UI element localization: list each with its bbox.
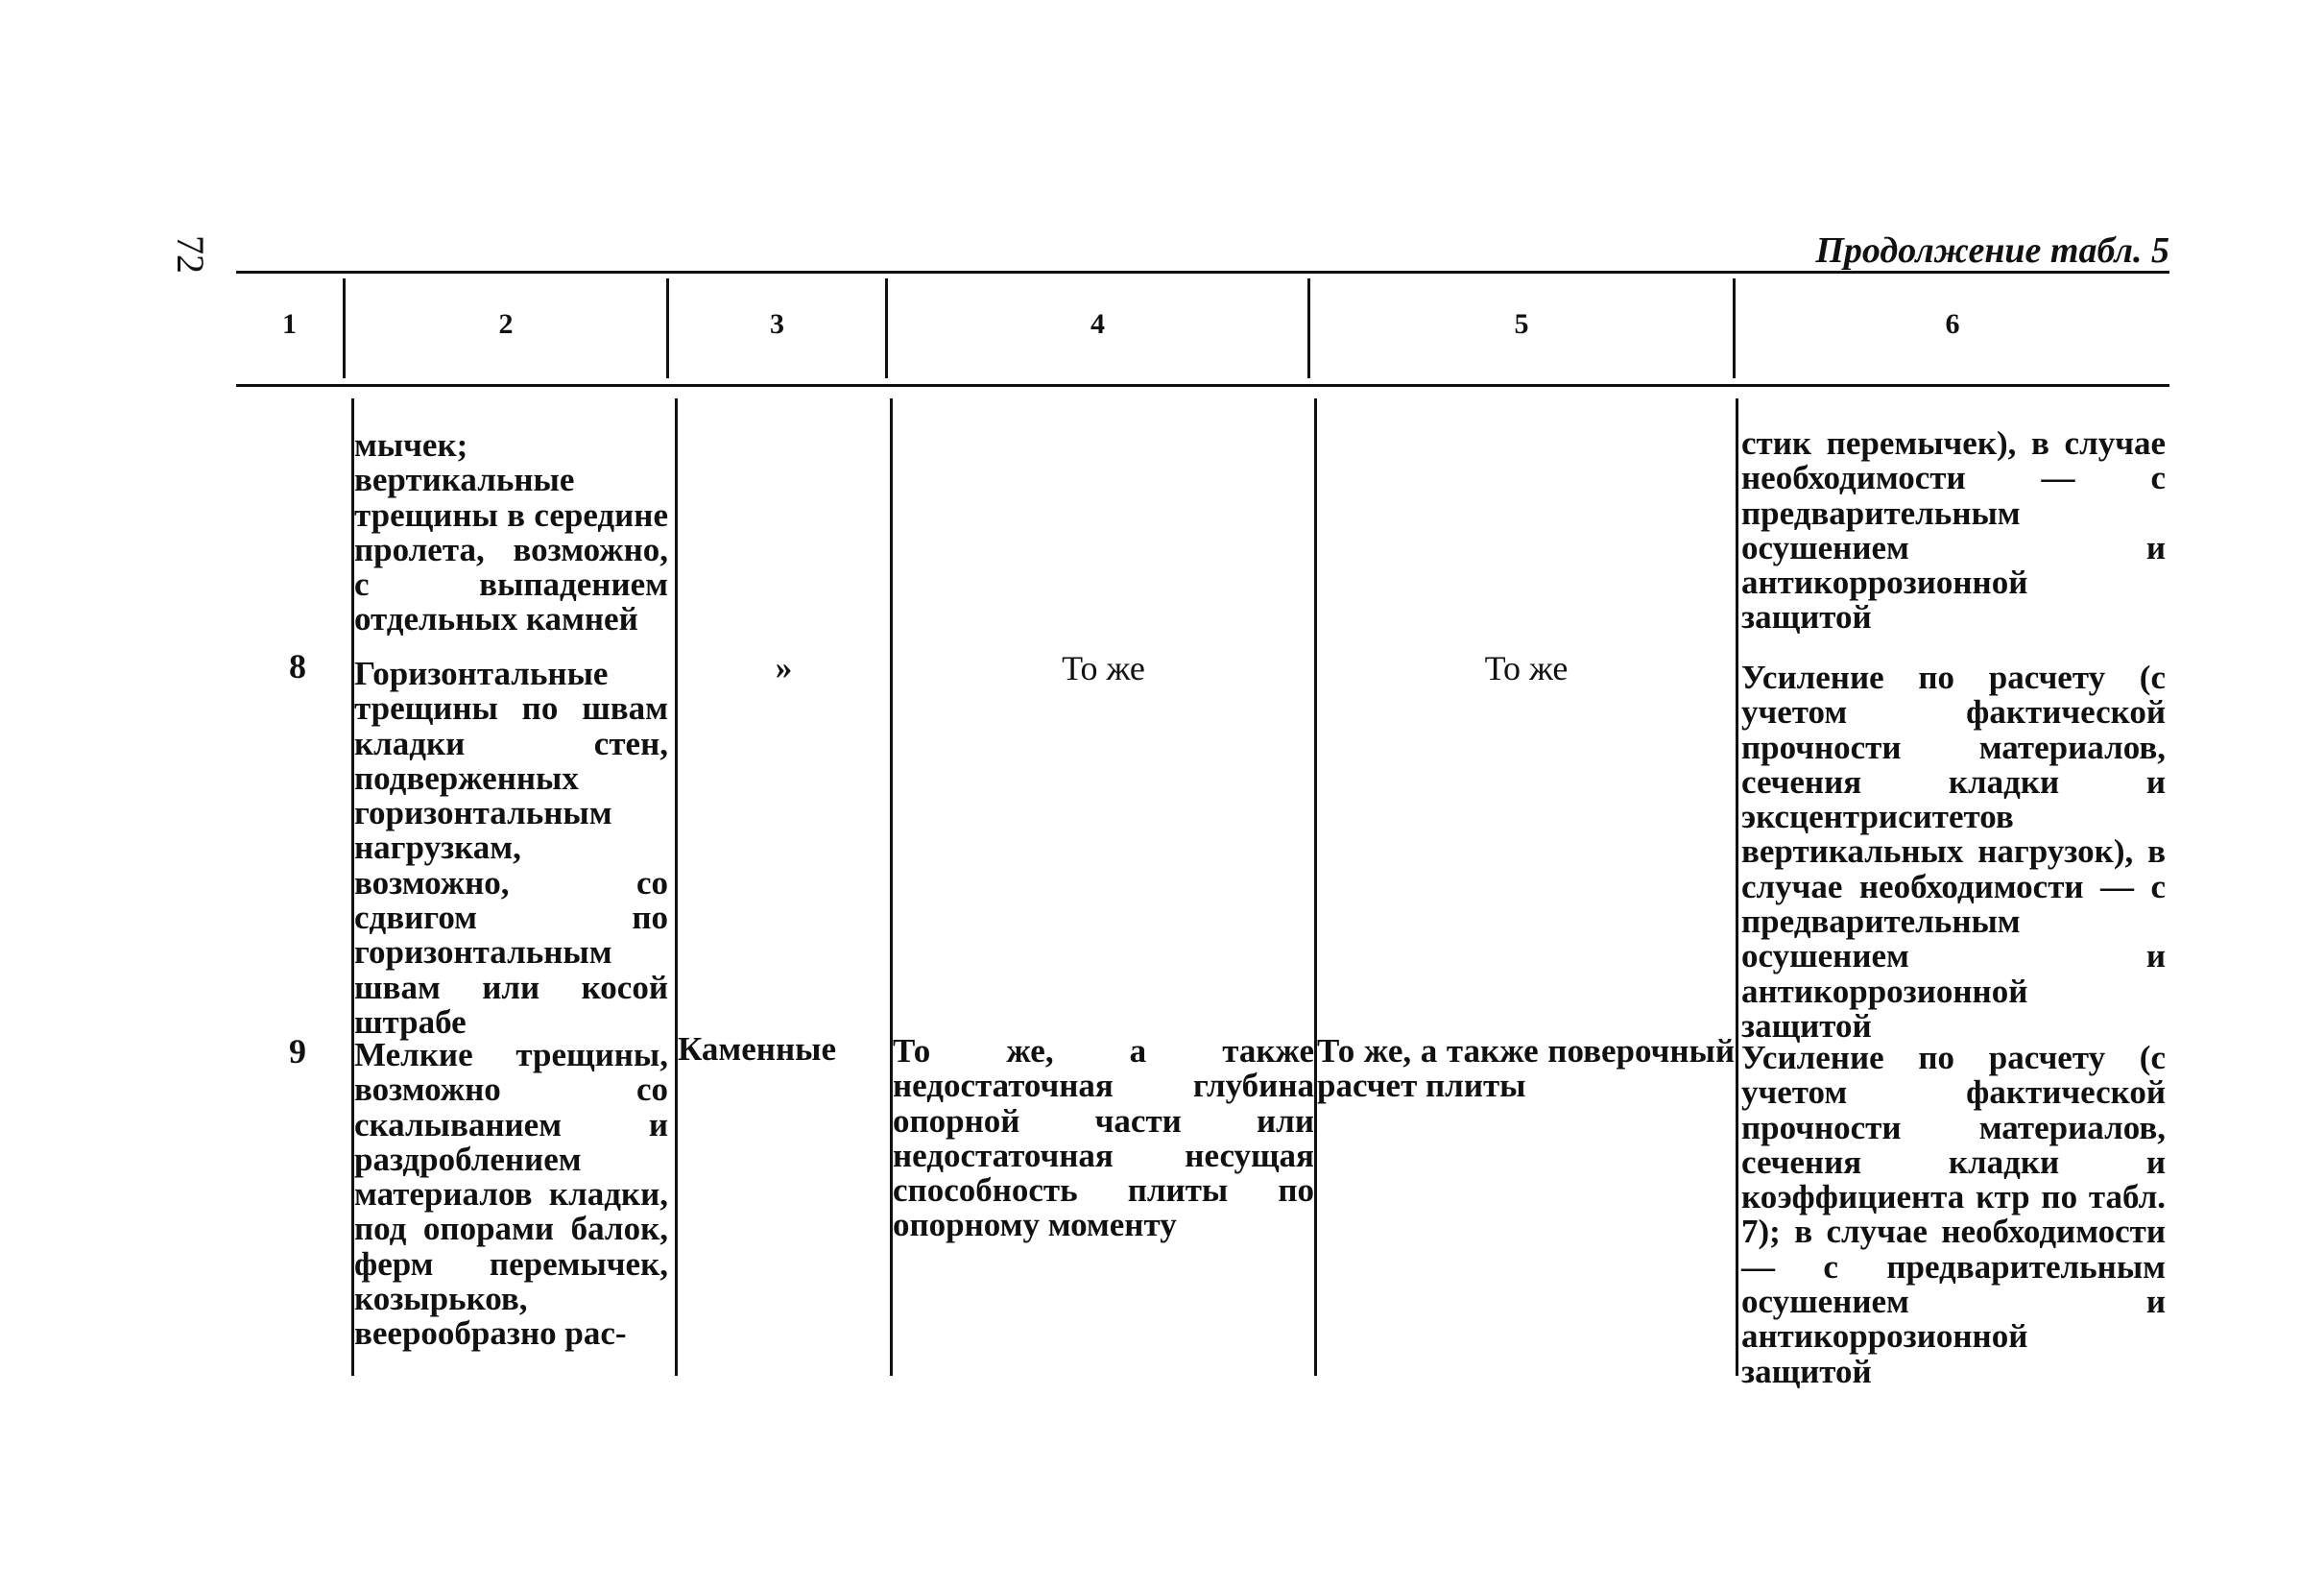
row-number: 9 [289,1032,306,1071]
column-header-4: 4 [1090,308,1105,340]
material-cell: Каменные [678,1030,836,1068]
continued-remedy-cell: стик перемычек), в случае необходимости — с предварительным осушением и антикоррозионной защитой [1741,424,2166,637]
table-header-rule [236,384,2169,387]
column-header-2: 2 [498,308,514,340]
column-header-3: 3 [770,308,784,340]
defect-description-cell: Мелкие трещины, возможно со скалыванием и раздроблением материалов кладки, под опорами балок, ферм перемычек, козырьков, веерообразно рас- [354,1036,668,1353]
check-cell: То же [1484,649,1569,687]
page-number: 72 [169,235,212,274]
check-cell: То же, а также поверочный расчет плиты [1317,1032,1735,1105]
remedy-cell: Усиление по расчету (с учетом фактической прочности материалов, сечения кладки и эксцентриситетов вертикальных нагрузок), в случае необходимости — с предварительным осушением и антикоррозионной защитой [1741,659,2166,1045]
cause-cell: То же [1062,649,1145,687]
defect-description-cell: Горизонтальные трещины по швам кладки стен, подверженных горизонтальным нагрузкам, возможно, со сдвигом по горизонтальным швам или косой штрабе [354,655,668,1041]
continued-description-cell: мычек; вертикальные трещины в середине пролета, возможно, с выпадением отдельных камней [354,426,668,638]
material-cell: » [775,649,793,686]
table-top-rule [236,271,2169,274]
table-caption: Продолжение табл. 5 [1815,230,2169,271]
cause-cell: То же, а также недостаточная глубина опорной части или недостаточная несущая способность плиты по опорному моменту [893,1032,1314,1244]
body-divider-2 [675,398,678,1376]
row-number: 8 [289,647,306,686]
body-divider-5 [1736,398,1738,1376]
column-header-5: 5 [1514,308,1529,340]
body-divider-4 [1314,398,1317,1376]
remedy-cell: Усиление по расчету (с учетом фактической прочности материалов, сечения кладки и коэффициента κтр по табл. 7); в случае необходимости — с предварительным осушением и антикоррозионной защитой [1741,1039,2166,1390]
column-header-6: 6 [1945,308,1960,340]
column-header-1: 1 [282,308,297,340]
